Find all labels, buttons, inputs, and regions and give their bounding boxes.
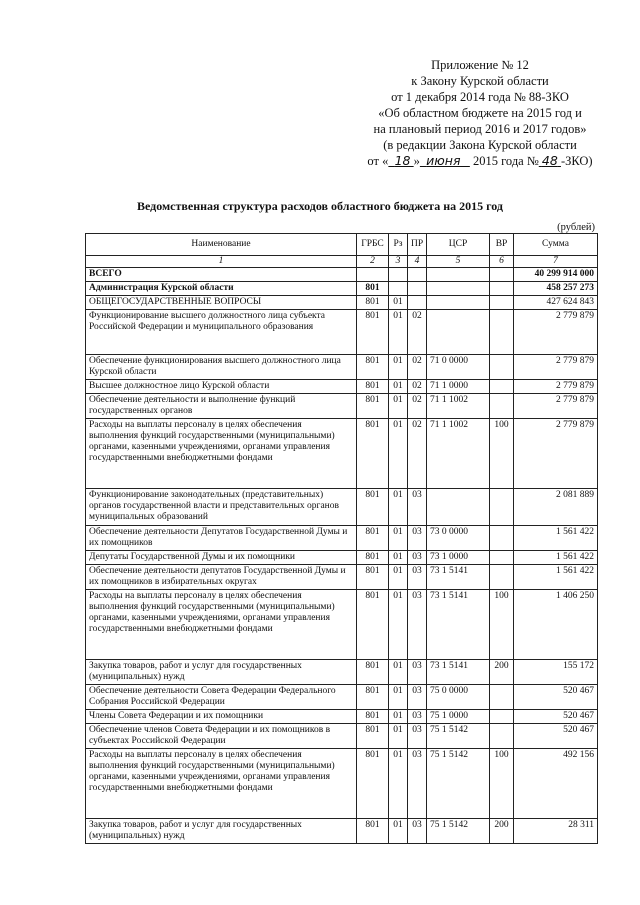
table-row <box>86 660 598 685</box>
currency-unit: (рублей) <box>557 222 595 233</box>
cell-sum: 458 257 273 <box>514 282 598 296</box>
cell-rz: 01 <box>389 419 408 489</box>
col-header-grbs: ГРБС <box>357 234 389 256</box>
cell-sum: 28 311 <box>514 819 598 844</box>
law-title-line-1: «Об областном бюджете на 2015 год и <box>378 106 582 120</box>
index-cell: 3 <box>389 256 408 268</box>
cell-name: ОБЩЕГОСУДАРСТВЕННЫЕ ВОПРОСЫ <box>86 296 357 310</box>
cell-vr <box>490 394 514 419</box>
cell-grbs: 801 <box>357 380 389 394</box>
cell-name: Функционирование высшего должностного лица субъекта Российской Федерации и муниципального образования <box>86 310 357 355</box>
table-index-row <box>86 256 598 268</box>
index-cell: 7 <box>514 256 598 268</box>
cell-grbs: 801 <box>357 749 389 819</box>
cell-name: Расходы на выплаты персоналу в целях обеспечения выполнения функций государственными (муниципальными) органами, казенными учреждениями, органами управления государственными внебюджетными фондами <box>86 749 357 819</box>
table-row <box>86 749 598 819</box>
table-row <box>86 380 598 394</box>
index-cell: 6 <box>490 256 514 268</box>
cell-name: Обеспечение функционирования высшего должностного лица Курской области <box>86 355 357 380</box>
col-header-name: Наименование <box>86 234 357 256</box>
table-header-row <box>86 234 598 256</box>
cell-name: Обеспечение деятельности Совета Федерации Федерального Собрания Российской Федерации <box>86 685 357 710</box>
table-row <box>86 296 598 310</box>
table-row <box>86 685 598 710</box>
cell-vr <box>490 724 514 749</box>
cell-vr <box>490 565 514 590</box>
table-row <box>86 590 598 660</box>
cell-rz: 01 <box>389 551 408 565</box>
cell-vr <box>490 268 514 282</box>
cell-rz: 01 <box>389 296 408 310</box>
amendment-date-line <box>330 153 630 169</box>
cell-grbs: 801 <box>357 590 389 660</box>
cell-grbs: 801 <box>357 660 389 685</box>
cell-csr: 73 0 0000 <box>427 526 490 551</box>
cell-pr: 02 <box>408 310 427 355</box>
cell-pr: 03 <box>408 489 427 526</box>
amend-day-handwritten: 18 <box>394 153 411 168</box>
cell-sum: 427 624 843 <box>514 296 598 310</box>
cell-pr: 03 <box>408 551 427 565</box>
cell-vr: 100 <box>490 749 514 819</box>
table-row <box>86 489 598 526</box>
cell-rz <box>389 268 408 282</box>
cell-sum: 40 299 914 000 <box>514 268 598 282</box>
cell-pr: 03 <box>408 526 427 551</box>
cell-pr: 03 <box>408 685 427 710</box>
cell-pr <box>408 296 427 310</box>
col-header-sum: Сумма <box>514 234 598 256</box>
amend-year: 2015 года № <box>472 154 539 168</box>
cell-pr: 03 <box>408 710 427 724</box>
cell-grbs: 801 <box>357 310 389 355</box>
cell-csr <box>427 310 490 355</box>
amend-mid: » <box>413 154 420 168</box>
table-row <box>86 551 598 565</box>
cell-grbs: 801 <box>357 819 389 844</box>
cell-csr: 73 1 5141 <box>427 565 490 590</box>
cell-csr <box>427 296 490 310</box>
cell-sum: 1 561 422 <box>514 526 598 551</box>
cell-grbs: 801 <box>357 296 389 310</box>
cell-rz: 01 <box>389 355 408 380</box>
cell-pr: 03 <box>408 590 427 660</box>
cell-csr: 71 1 0000 <box>427 380 490 394</box>
cell-grbs: 801 <box>357 489 389 526</box>
cell-pr: 03 <box>408 565 427 590</box>
cell-sum: 2 779 879 <box>514 394 598 419</box>
cell-rz: 01 <box>389 819 408 844</box>
cell-sum: 2 779 879 <box>514 310 598 355</box>
cell-vr <box>490 355 514 380</box>
budget-table <box>85 233 598 844</box>
table-row <box>86 710 598 724</box>
cell-pr: 02 <box>408 394 427 419</box>
cell-name: Обеспечение деятельности депутатов Государственной Думы и их помощников в избирательных округах <box>86 565 357 590</box>
cell-name: Расходы на выплаты персоналу в целях обеспечения выполнения функций государственными (муниципальными) органами, казенными учреждениями, органами управления государственными внебюджетными фондами <box>86 419 357 489</box>
cell-pr: 03 <box>408 749 427 819</box>
cell-name: Закупка товаров, работ и услуг для государственных (муниципальных) нужд <box>86 819 357 844</box>
cell-vr <box>490 526 514 551</box>
index-cell: 2 <box>357 256 389 268</box>
cell-rz: 01 <box>389 685 408 710</box>
cell-name: ВСЕГО <box>86 268 357 282</box>
cell-rz: 01 <box>389 565 408 590</box>
cell-vr <box>490 296 514 310</box>
budget-table-body <box>86 268 598 844</box>
cell-sum: 520 467 <box>514 710 598 724</box>
cell-csr: 75 1 0000 <box>427 710 490 724</box>
cell-vr <box>490 710 514 724</box>
cell-csr <box>427 268 490 282</box>
table-row <box>86 724 598 749</box>
cell-grbs: 801 <box>357 526 389 551</box>
table-row <box>86 419 598 489</box>
cell-name: Расходы на выплаты персоналу в целях обеспечения выполнения функций государственными (муниципальными) органами, казенными учреждениями, органами управления государственными внебюджетными фондами <box>86 590 357 660</box>
cell-grbs: 801 <box>357 419 389 489</box>
cell-sum: 155 172 <box>514 660 598 685</box>
col-header-pr: ПР <box>408 234 427 256</box>
cell-sum: 2 081 889 <box>514 489 598 526</box>
amend-month-handwritten: июня <box>426 153 461 168</box>
cell-rz: 01 <box>389 710 408 724</box>
cell-pr: 02 <box>408 419 427 489</box>
cell-vr <box>490 282 514 296</box>
cell-pr: 03 <box>408 819 427 844</box>
cell-pr: 03 <box>408 660 427 685</box>
cell-grbs: 801 <box>357 394 389 419</box>
cell-name: Обеспечение членов Совета Федерации и их помощников в субъектах Российской Федерации <box>86 724 357 749</box>
col-header-vr: ВР <box>490 234 514 256</box>
index-cell: 5 <box>427 256 490 268</box>
cell-csr: 73 1 5141 <box>427 660 490 685</box>
cell-vr: 200 <box>490 819 514 844</box>
cell-csr: 73 1 5141 <box>427 590 490 660</box>
cell-grbs: 801 <box>357 565 389 590</box>
law-appendix-header <box>330 57 630 169</box>
cell-vr: 200 <box>490 660 514 685</box>
cell-csr: 75 1 5142 <box>427 819 490 844</box>
col-header-csr: ЦСР <box>427 234 490 256</box>
cell-csr <box>427 282 490 296</box>
cell-vr: 100 <box>490 590 514 660</box>
cell-grbs: 801 <box>357 551 389 565</box>
cell-name: Обеспечение деятельности и выполнение функций государственных органов <box>86 394 357 419</box>
cell-pr: 02 <box>408 355 427 380</box>
cell-grbs: 801 <box>357 724 389 749</box>
col-header-rz: Рз <box>389 234 408 256</box>
cell-rz <box>389 282 408 296</box>
cell-csr: 75 0 0000 <box>427 685 490 710</box>
table-row <box>86 394 598 419</box>
cell-sum: 1 561 422 <box>514 551 598 565</box>
table-row <box>86 355 598 380</box>
table-row <box>86 819 598 844</box>
cell-grbs: 801 <box>357 355 389 380</box>
table-row <box>86 565 598 590</box>
cell-sum: 520 467 <box>514 724 598 749</box>
cell-pr <box>408 282 427 296</box>
table-row <box>86 268 598 282</box>
cell-rz: 01 <box>389 660 408 685</box>
cell-grbs: 801 <box>357 282 389 296</box>
cell-vr <box>490 685 514 710</box>
cell-vr <box>490 489 514 526</box>
cell-csr: 75 1 5142 <box>427 749 490 819</box>
cell-sum: 1 406 250 <box>514 590 598 660</box>
cell-rz: 01 <box>389 394 408 419</box>
cell-grbs: 801 <box>357 685 389 710</box>
cell-vr <box>490 380 514 394</box>
document-title: Ведомственная структура расходов областного бюджета на 2015 год <box>136 199 503 213</box>
cell-vr: 100 <box>490 419 514 489</box>
cell-csr: 73 1 0000 <box>427 551 490 565</box>
appendix-number: Приложение № 12 <box>431 58 529 72</box>
cell-rz: 01 <box>389 310 408 355</box>
cell-csr: 71 0 0000 <box>427 355 490 380</box>
cell-csr: 71 1 1002 <box>427 419 490 489</box>
table-row <box>86 526 598 551</box>
cell-csr: 71 1 1002 <box>427 394 490 419</box>
cell-pr: 02 <box>408 380 427 394</box>
cell-pr <box>408 268 427 282</box>
cell-csr: 75 1 5142 <box>427 724 490 749</box>
cell-sum: 2 779 879 <box>514 419 598 489</box>
cell-sum: 492 156 <box>514 749 598 819</box>
cell-rz: 01 <box>389 749 408 819</box>
cell-pr: 03 <box>408 724 427 749</box>
law-date: от 1 декабря 2014 года № 88-ЗКО <box>391 90 569 104</box>
amend-number-handwritten: 48 <box>541 153 558 168</box>
cell-rz: 01 <box>389 590 408 660</box>
law-reference: к Закону Курской области <box>411 74 549 88</box>
cell-sum: 520 467 <box>514 685 598 710</box>
cell-rz: 01 <box>389 526 408 551</box>
cell-sum: 1 561 422 <box>514 565 598 590</box>
amend-prefix: от « <box>367 154 389 168</box>
cell-csr <box>427 489 490 526</box>
cell-name: Высшее должностное лицо Курской области <box>86 380 357 394</box>
cell-rz: 01 <box>389 724 408 749</box>
cell-name: Члены Совета Федерации и их помощники <box>86 710 357 724</box>
cell-sum: 2 779 879 <box>514 380 598 394</box>
cell-grbs <box>357 268 389 282</box>
cell-name: Обеспечение деятельности Депутатов Государственной Думы и их помощников <box>86 526 357 551</box>
index-cell: 4 <box>408 256 427 268</box>
cell-vr <box>490 551 514 565</box>
amendment-note: (в редакции Закона Курской области <box>383 138 577 152</box>
cell-name: Закупка товаров, работ и услуг для государственных (муниципальных) нужд <box>86 660 357 685</box>
cell-name: Администрация Курской области <box>86 282 357 296</box>
cell-name: Функционирование законодательных (представительных) органов государственной власти и представительных органов муниципальных образований <box>86 489 357 526</box>
cell-rz: 01 <box>389 380 408 394</box>
cell-grbs: 801 <box>357 710 389 724</box>
table-row <box>86 282 598 296</box>
cell-rz: 01 <box>389 489 408 526</box>
table-row <box>86 310 598 355</box>
index-cell: 1 <box>86 256 357 268</box>
law-title-line-2: на плановый период 2016 и 2017 годов» <box>373 122 587 136</box>
cell-name: Депутаты Государственной Думы и их помощники <box>86 551 357 565</box>
cell-vr <box>490 310 514 355</box>
amend-suffix: -ЗКО) <box>560 154 593 168</box>
cell-sum: 2 779 879 <box>514 355 598 380</box>
